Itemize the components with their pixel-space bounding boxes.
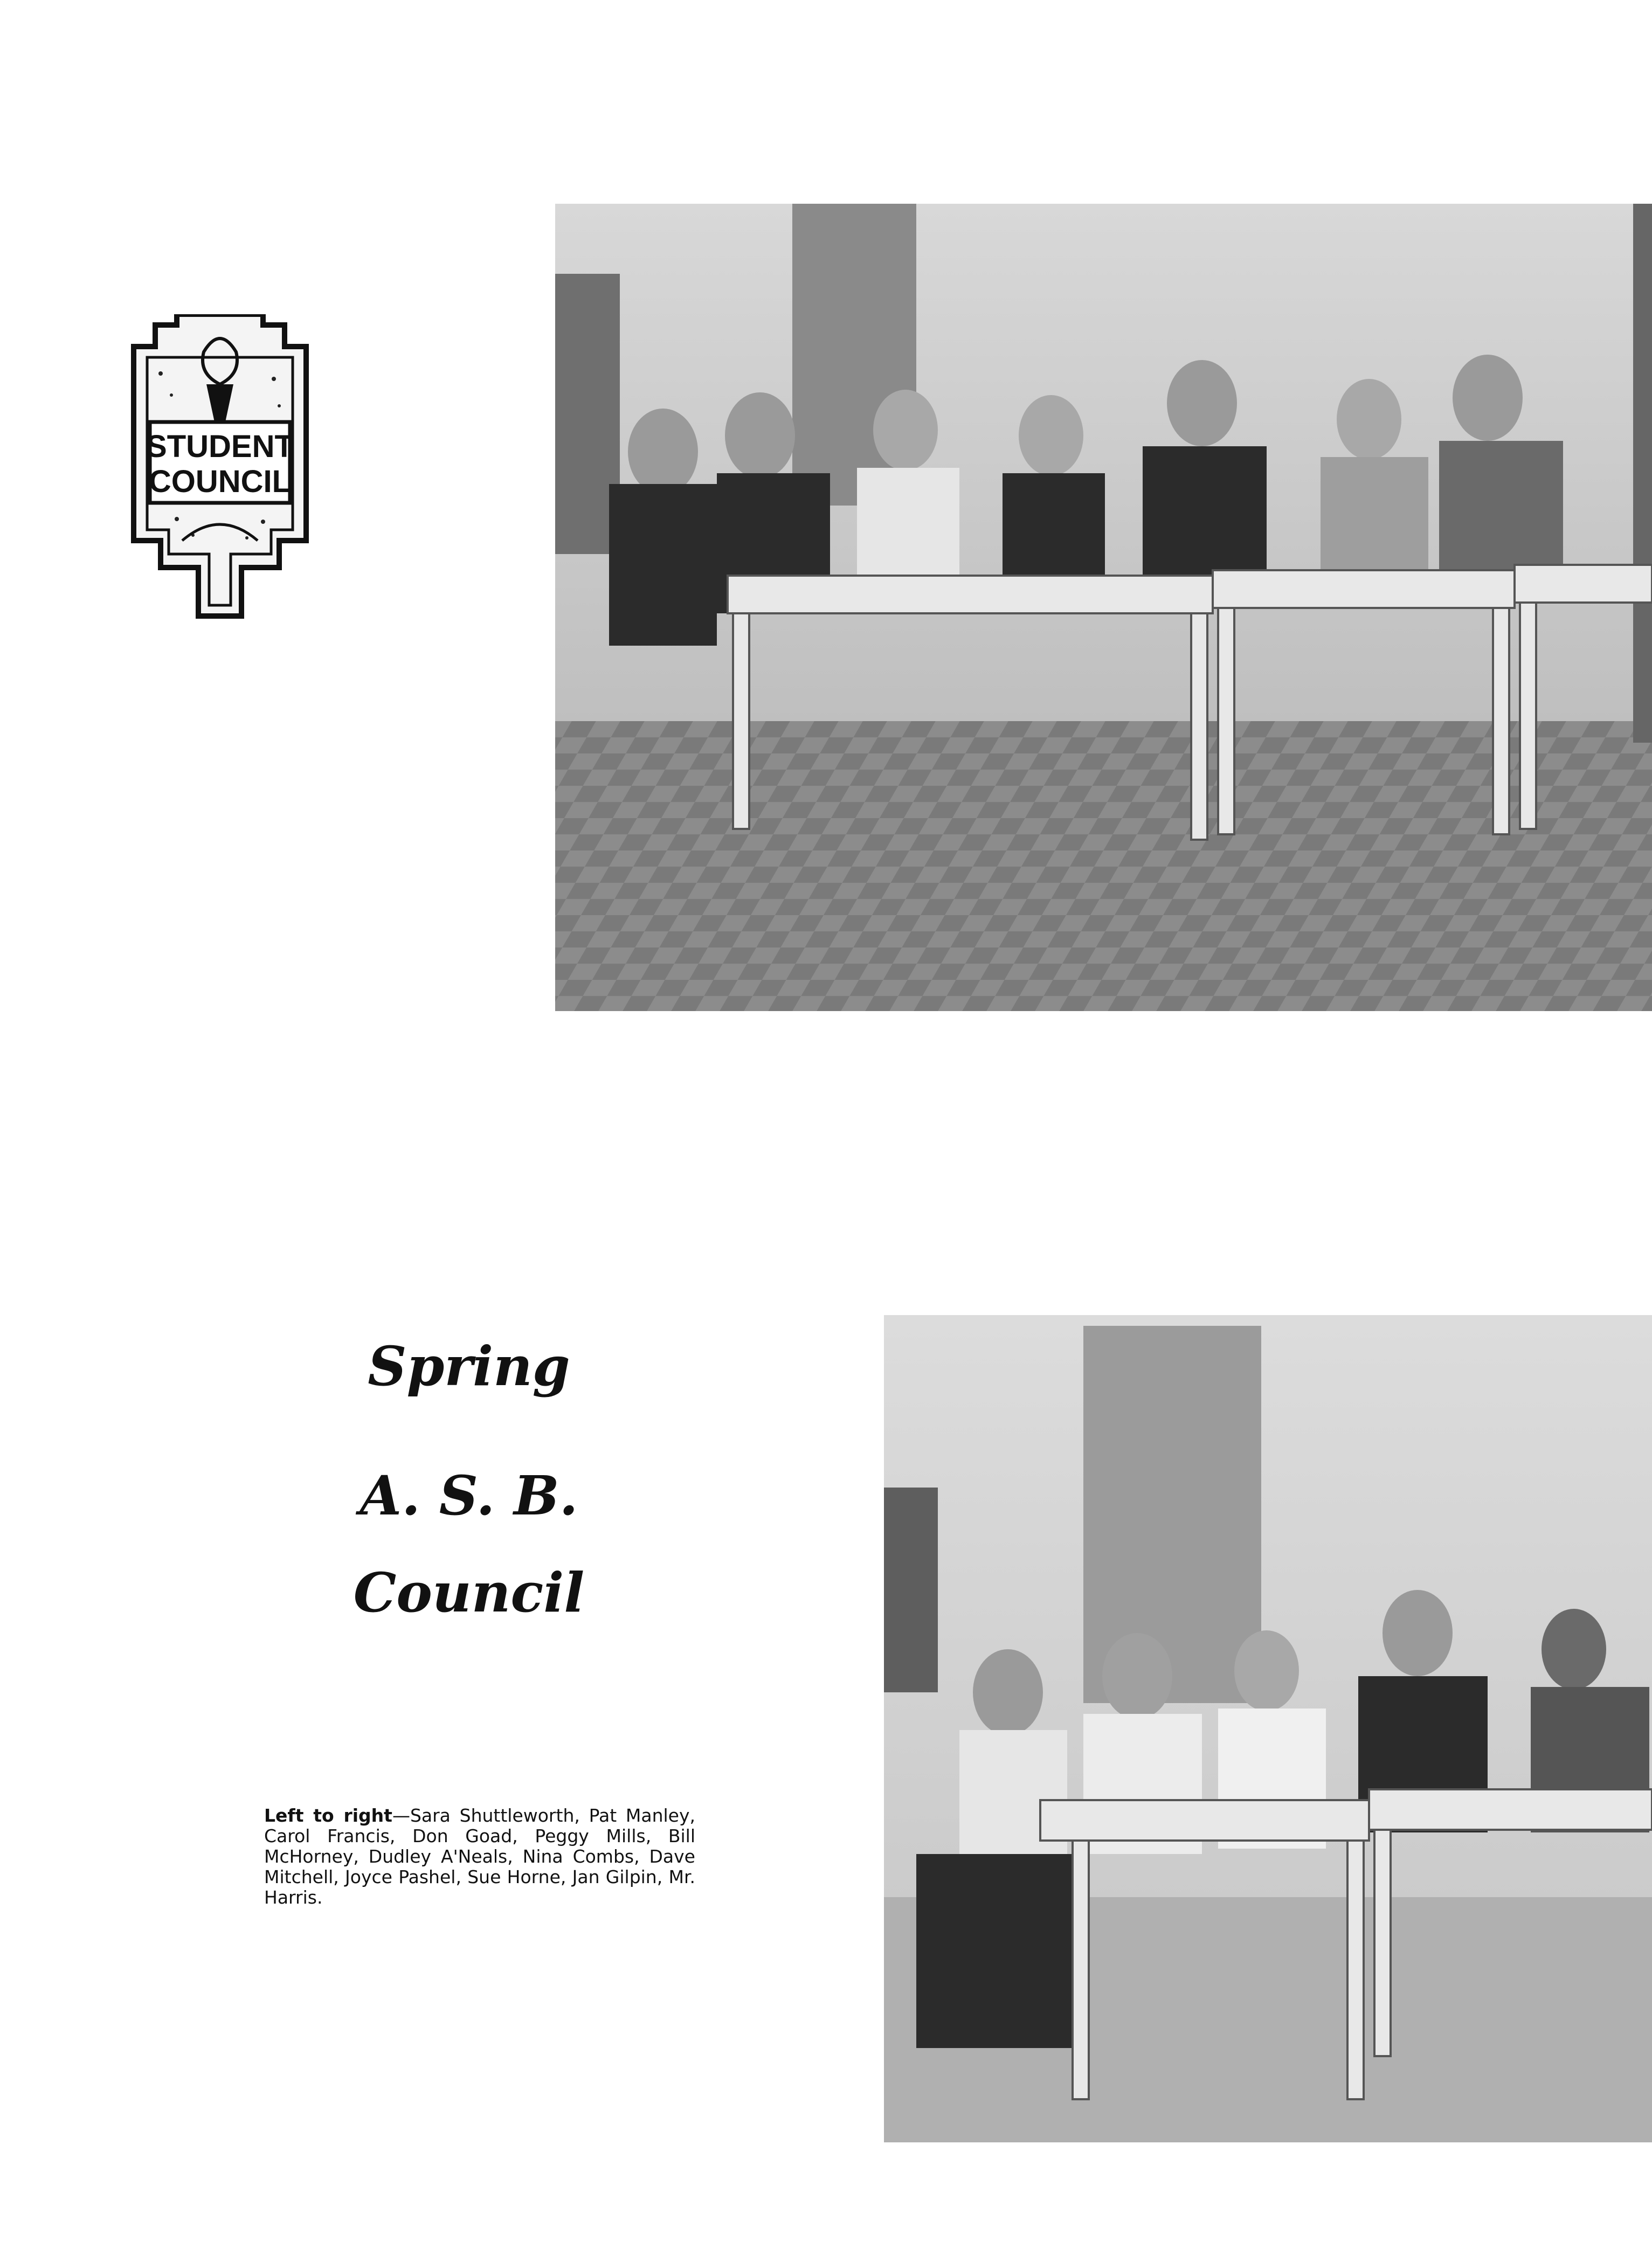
- photo-caption: [264, 1806, 695, 1908]
- heading-council: Council: [353, 1561, 585, 1624]
- student-council-emblem: [117, 314, 321, 627]
- heading-spring: Spring: [368, 1334, 570, 1398]
- caption-lead: Left to right: [264, 1805, 392, 1826]
- council-photo-bottom: [884, 1315, 1652, 2142]
- svg-text:COUNCIL: COUNCIL: [148, 464, 292, 499]
- heading-asb: A. S. B.: [360, 1464, 578, 1527]
- caption-names: —Sara Shuttleworth, Pat Manley, Carol Francis, Don Goad, Peggy Mills, Bill McHorney, Dudley A'Neals, Nina Combs, Dave Mitchell, Joyce Pashel, Sue Horne, Jan Gilpin, Mr. Harris.: [264, 1805, 695, 1908]
- student-council-crest-icon: [117, 314, 321, 627]
- svg-text:STUDENT: STUDENT: [146, 429, 294, 464]
- council-photo-top: [555, 204, 1652, 1011]
